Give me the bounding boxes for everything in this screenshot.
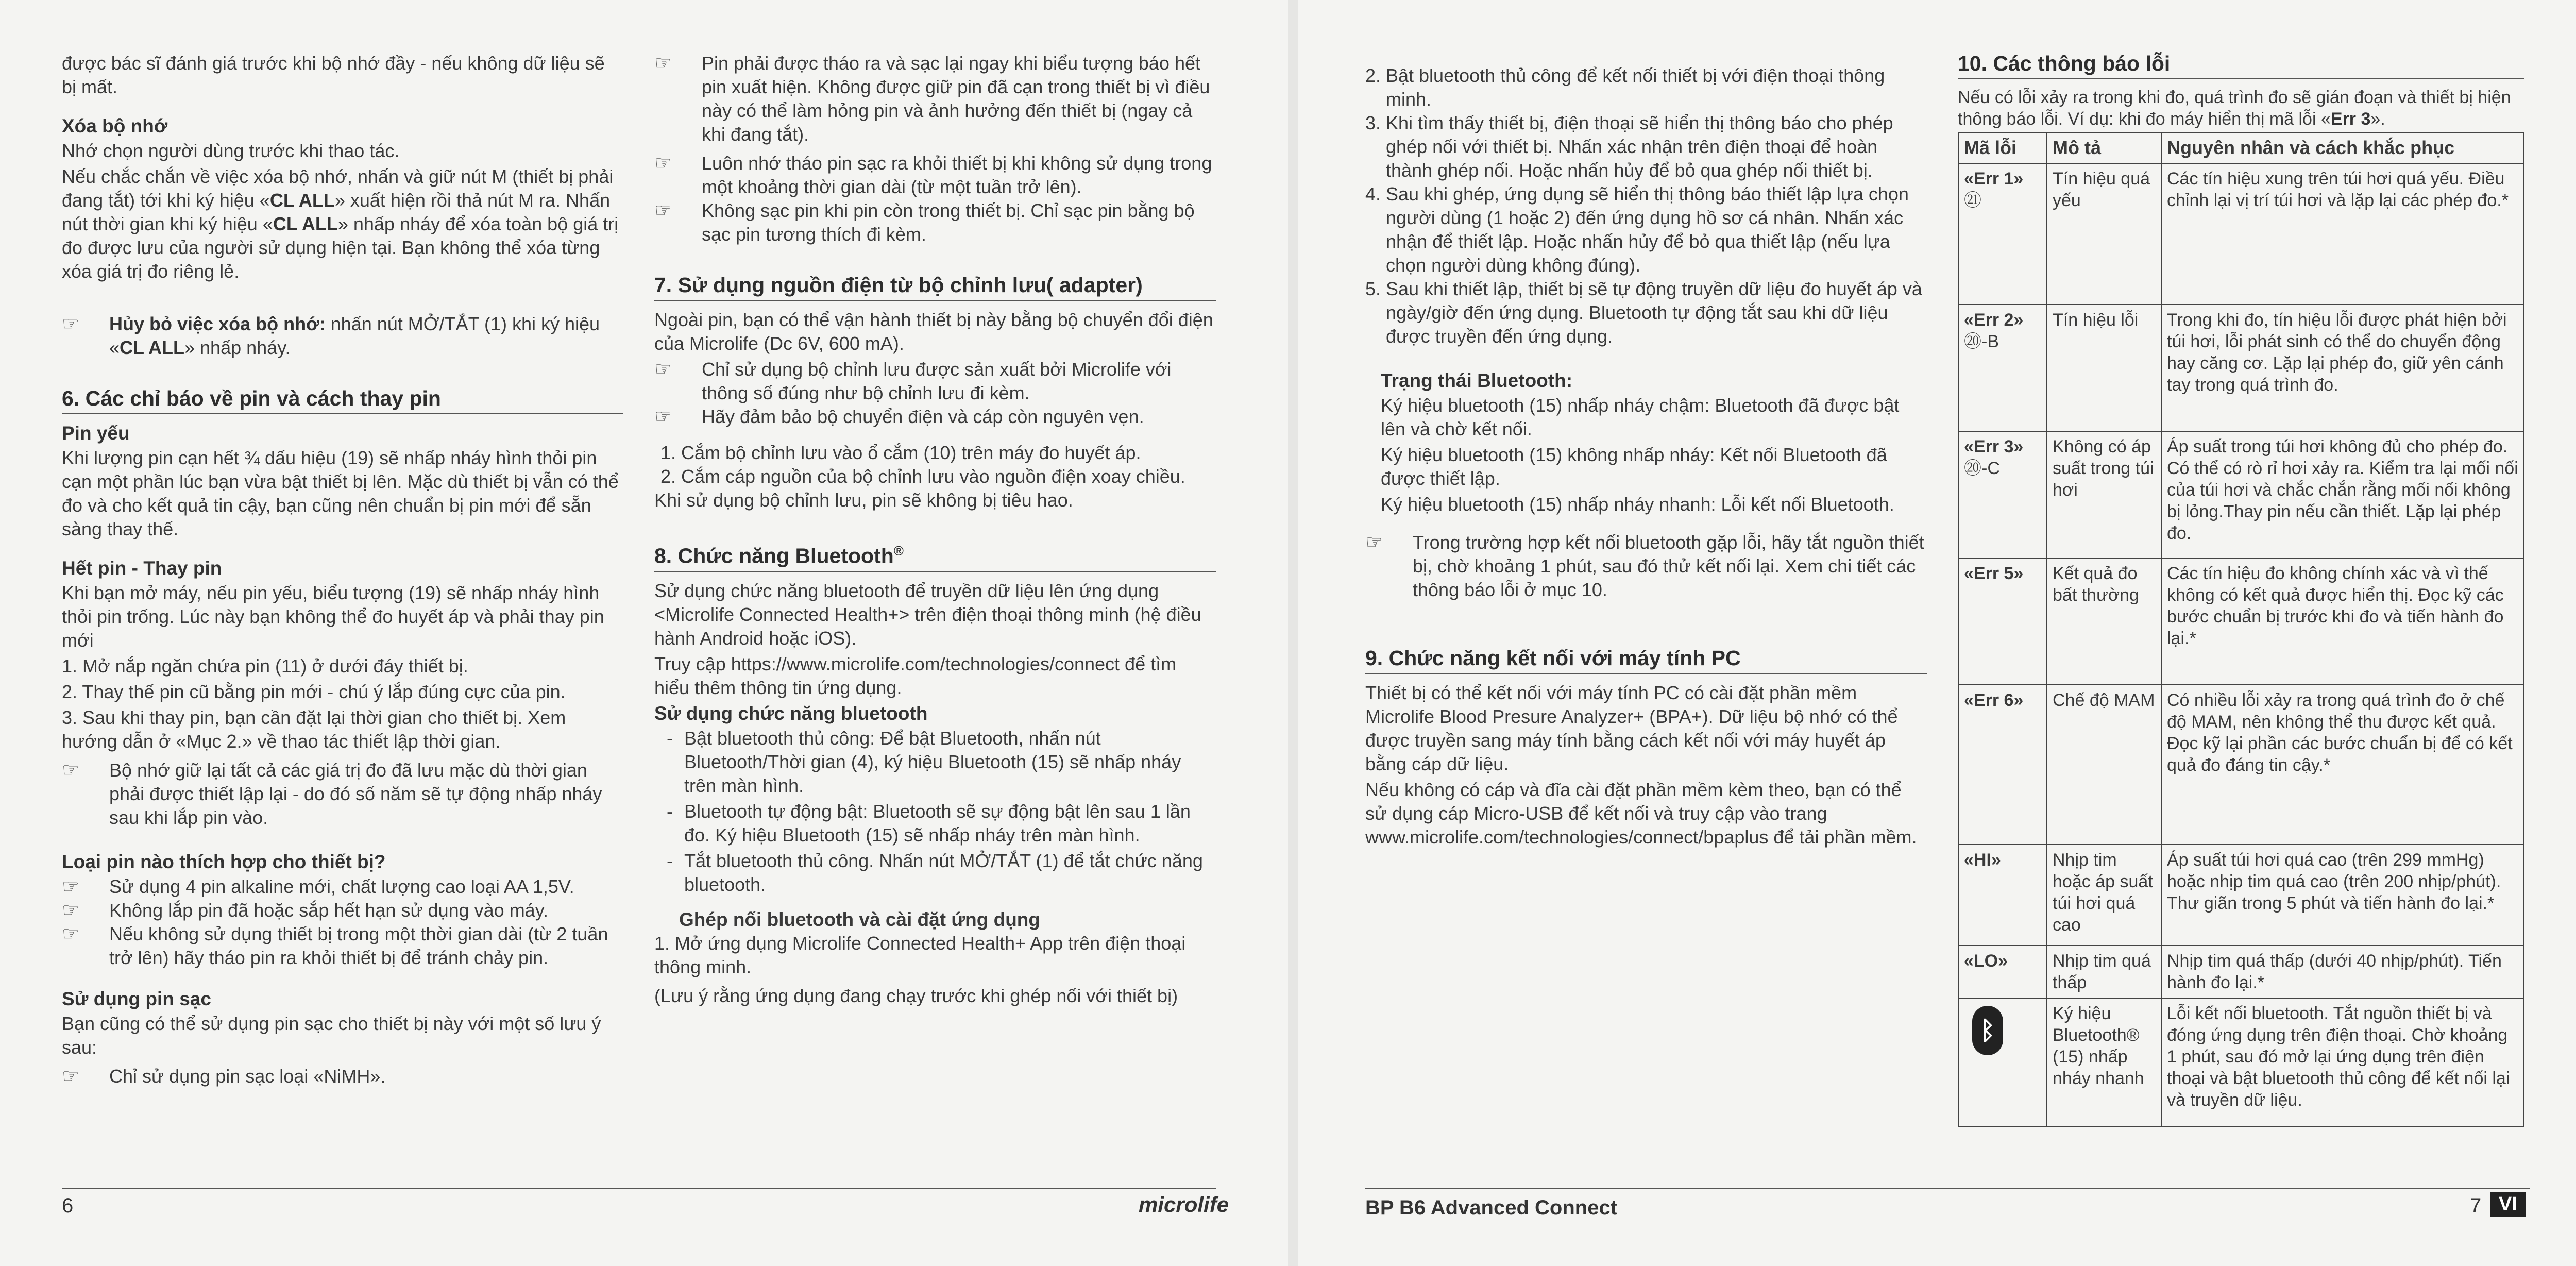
bluetooth-icon: ᛒ [1972,1006,2003,1055]
s8-pair-note: (Lưu ý rằng ứng dụng đang chạy trước khi ghép nối với thiết bị) [654,985,1178,1006]
pin-yeu-text: Khi lượng pin cạn hết ¾ dấu hiệu (19) sẽ nhấp nháy hình thỏi pin cạn một phần lúc bạn vừa bật thiết bị lên. Mặc dù thiết bị vẫn có thể đo và cho kết quả tin cậy, bạn cũng nên chuẩn bị pin mới để sẵn sàng thay thế. [62,447,619,539]
header-code: Mã lỗi [1958,132,2047,163]
pair-step-4: 4. Sau khi ghép, ứng dụng sẽ hiển thị thông báo thiết lập lựa chọn người dùng (1 hoặc 2) đến ứng dụng hồ sơ cá nhân. Nhấn xác nhận để thiết lập. Hoặc nhấn hủy để bỏ qua thiết lập (nếu lựa chọn người dùng không đúng). [1365,183,1909,276]
pair-step-2: 2. Bật bluetooth thủ công để kết nối thiết bị với điện thoại thông minh. [1365,65,1885,110]
left-column-2 [654,52,1216,1010]
table-row: «LO» Nhịp tim quá thấp Nhịp tim quá thấp (dưới 40 nhịp/phút). Tiến hành đo lại.* [1958,946,2524,998]
pointing-hand-icon: ☞ [654,359,672,380]
s8-dash-3: - Tắt bluetooth thủ công. Nhấn nút MỞ/TẮT (1) để tắt chức năng bluetooth. [667,850,1203,895]
pin-yeu-title: Pin yếu [62,423,130,444]
book-gutter [1288,0,1298,1266]
table-row: «Err 1» ㉑ Tín hiệu quá yếu Các tín hiệu xung trên túi hơi quá yếu. Điều chỉnh lại vị trí túi hơi và lặp lại các phép đo.* [1958,163,2524,305]
model-name: BP B6 Advanced Connect [1365,1196,1618,1219]
s8-text-2: Truy cập https://www.microlife.com/technologies/connect để tìm hiểu thêm thông tin ứng dụng. [654,653,1177,698]
pointing-hand-icon: ☞ [62,313,80,335]
right-column-2 [1958,52,2524,1127]
table-row: «Err 6» Chế độ MAM Có nhiều lỗi xảy ra trong quá trình đo ở chế độ MAM, nên không thể thu được kết quả. Đọc kỹ lại phần các bước chuẩn bị để có kết quả đo đáng tin cậy.* [1958,685,2524,845]
xoa-p1: Nhớ chọn người dùng trước khi thao tác. [62,140,400,161]
s8-pair-step-1: 1. Mở ứng dụng Microlife Connected Health+ App trên điện thoại thông minh. [654,932,1186,977]
het-pin-title: Hết pin - Thay pin [62,558,222,579]
language-badge: VI [2490,1192,2526,1217]
pair-step-5: 5. Sau khi thiết lập, thiết bị sẽ tự động truyền dữ liệu đo huyết áp và ngày/giờ đến ứng dụng. Bluetooth tự động tắt sau khi dữ liệu được truyền đến ứng dụng. [1365,278,1922,347]
s8-sub-title: Sử dụng chức năng bluetooth [654,702,928,724]
right-footer-line [1365,1188,2530,1189]
s8-text-1: Sử dụng chức năng bluetooth để truyền dữ liệu lên ứng dụng <Microlife Connected Health+> trên điện thoại thông minh (hệ điều hành Android hoặc iOS). [654,580,1201,649]
loai-pin-title: Loại pin nào thích hợp cho thiết bị? [62,851,386,872]
note-s7-2: ☞ Hãy đảm bảo bộ chuyển điện và cáp còn nguyên vẹn. [654,406,1144,428]
header-desc: Mô tả [2047,132,2161,163]
table-row: «Err 2» ⑳-B Tín hiệu lỗi Trong khi đo, tín hiệu lỗi được phát hiện bởi túi hơi, lỗi phát sinh có thể do chuyển động hay căng cơ. Lặp lại phép đo, giữ yên cánh tay trong quá trình đo. [1958,305,2524,431]
pin-sac-text: Bạn cũng có thể sử dụng pin sạc cho thiết bị này với một số lưu ý sau: [62,1013,601,1058]
xoa-p2: Nếu chắc chắn về việc xóa bộ nhớ, nhấn và giữ nút M (thiết bị phải đang tắt) tới khi ký hiệu «CL ALL» xuất hiện rồi thả nút M ra. Nhấn nút thời gian khi ký hiệu «CL ALL» nhấp nháy để xóa toàn bộ giá trị đo được lưu của người sử dụng hiện tại. Bạn không thể xóa từng xóa giá trị đo riêng lẻ. [62,166,619,282]
error-table-header [1958,132,2524,163]
note-bo-nho: ☞ Bộ nhớ giữ lại tất cả các giá trị đo đã lưu mặc dù thời gian phải được thiết lập lại - do đó số năm sẽ tự động nhấp nháy sau khi lắp pin vào. [62,758,623,830]
het-pin-text: Khi bạn mở máy, nếu pin yếu, biểu tượng (19) sẽ nhấp nháy hình thỏi pin trống. Lúc này bạn không thể đo huyết áp và phải thay pin mới [62,582,604,651]
xoa-bo-nho-title: Xóa bộ nhớ [62,115,168,137]
header-fix: Nguyên nhân và cách khắc phục [2161,132,2524,163]
section-9-heading: 9. Chức năng kết nối với máy tính PC [1365,646,1927,674]
right-page-number: 7 [2470,1194,2482,1217]
section-7-heading: 7. Sử dụng nguồn điện từ bộ chỉnh lưu( adapter) [654,273,1216,301]
bt-state-2: Ký hiệu bluetooth (15) không nhấp nháy: Kết nối Bluetooth đã được thiết lập. [1381,444,1887,489]
pair-step-3: 3. Khi tìm thấy thiết bị, điện thoại sẽ hiển thị thông báo cho phép ghép nối với thiết bị. Nhấn xác nhận trên điện thoại để hoàn thành ghép nối. Hoặc nhấn hủy để bỏ qua ghép nối thiết bị. [1365,112,1893,181]
note-loai-pin-1: ☞ Sử dụng 4 pin alkaline mới, chất lượng cao loại AA 1,5V. [62,876,574,898]
left-footer-line [62,1188,1216,1189]
note-loai-pin-3: ☞ Nếu không sử dụng thiết bị trong một thời gian dài (từ 2 tuần trở lên) hãy tháo pin ra khỏi thiết bị để tránh chảy pin. [62,922,623,970]
table-row: ᛒ Ký hiệu Bluetooth® (15) nhấp nháy nhanh Lỗi kết nối bluetooth. Tắt nguồn thiết bị và đóng ứng dụng trên điện thoại. Chờ khoảng 1 phút, sau đó mở lại ứng dụng trên điện thoại và bật bluetooth thủ công để kết nối lại và truyền dữ liệu. [1958,998,2524,1127]
pointing-hand-icon: ☞ [62,900,80,921]
note-huy-xoa: ☞ Hủy bỏ việc xóa bộ nhớ: nhấn nút MỞ/TẮT (1) khi ký hiệu «CL ALL» nhấp nháy. [62,312,623,360]
s9-text-1: Thiết bị có thể kết nối với máy tính PC có cài đặt phần mềm Microlife Blood Presure Analyzer+ (BPA+). Dữ liệu bộ nhớ có thể được truyền sang máy tính bằng cách kết nối với máy huyết áp bằng cáp dữ liệu. [1365,682,1898,774]
pin-sac-title: Sử dụng pin sạc [62,988,211,1009]
bt-state-3: Ký hiệu bluetooth (15) nhấp nháy nhanh: Lỗi kết nối Bluetooth. [1381,494,1894,515]
het-pin-step-1: 1. Mở nắp ngăn chứa pin (11) ở dưới đáy thiết bị. [62,655,468,677]
s9-text-2: Nếu không có cáp và đĩa cài đặt phần mềm kèm theo, bạn có thể sử dụng cáp Micro-USB để kết nối và truy cập vào trang www.microlife.com/technologies/connect/bpaplus để tải phần mềm. [1365,779,1917,848]
right-column-1 [1365,64,1927,851]
note-pin-sac-2: ☞ Pin phải được tháo ra và sạc lại ngay khi biểu tượng báo hết pin xuất hiện. Không được giữ pin đã cạn trong thiết bị vì điều này có thể làm hỏng pin và ảnh hưởng đến thiết bị (ngay cả khi đang tắt). [654,52,1216,146]
s7-step-2: 2. Cắm cáp nguồn của bộ chỉnh lưu vào nguồn điện xoay chiều. [660,466,1185,487]
pointing-hand-icon: ☞ [654,200,672,222]
left-column-1 [62,52,623,1093]
error-table [1958,132,2524,1127]
table-row: «Err 5» Kết quả đo bất thường Các tín hiệu đo không chính xác và vì thế không có kết quả được hiển thị. Đọc kỹ các bước chuẩn bị trước khi đo và tiến hành đo lại.* [1958,558,2524,685]
pointing-hand-icon: ☞ [62,759,80,781]
s7-step-1: 1. Cắm bộ chỉnh lưu vào ổ cắm (10) trên máy đo huyết áp. [660,442,1141,463]
pointing-hand-icon: ☞ [62,1066,80,1087]
s8-sub-title-2: Ghép nối bluetooth và cài đặt ứng dụng [679,908,1040,930]
pointing-hand-icon: ☞ [654,406,672,428]
note-s7-1: ☞ Chỉ sử dụng bộ chỉnh lưu được sản xuất bởi Microlife với thông số đúng như bộ chỉnh lưu đi kèm. [654,358,1216,405]
s7-text: Ngoài pin, bạn có thể vận hành thiết bị này bằng bộ chuyển đổi điện của Microlife (Dc 6V, 600 mA). [654,309,1213,354]
pointing-hand-icon: ☞ [654,153,672,174]
brand-logo: microlife [1139,1192,1229,1217]
section-10-heading: 10. Các thông báo lỗi [1958,52,2524,79]
het-pin-step-2: 2. Thay thế pin cũ bằng pin mới - chú ý lắp đúng cực của pin. [62,681,566,702]
s10-intro: Nếu có lỗi xảy ra trong khi đo, quá trình đo sẽ gián đoạn và thiết bị hiện thông báo lỗi. Ví dụ: khi đo máy hiển thị mã lỗi «Err 3». [1958,88,2511,129]
note-pin-sac-3: ☞ Luôn nhớ tháo pin sạc ra khỏi thiết bị khi không sử dụng trong một khoảng thời gian dài (từ một tuần trở lên). [654,151,1216,199]
pointing-hand-icon: ☞ [62,876,80,898]
note-loai-pin-2: ☞ Không lắp pin đã hoặc sắp hết hạn sử dụng vào máy. [62,900,549,921]
note-pin-sac-1: ☞ Chỉ sử dụng pin sạc loại «NiMH». [62,1066,386,1087]
s8-dash-2: - Bluetooth tự động bật: Bluetooth sẽ sự động bật lên sau 1 lần đo. Ký hiệu Bluetooth (15) sẽ nhấp nháy trên màn hình. [667,800,1191,846]
bt-state-1: Ký hiệu bluetooth (15) nhấp nháy chậm: Bluetooth đã được bật lên và chờ kết nối. [1381,395,1900,440]
right-page [1298,0,2576,1266]
het-pin-step-3: 3. Sau khi thay pin, bạn cần đặt lại thời gian cho thiết bị. Xem hướng dẫn ở «Mục 2.» về thao tác thiết lập thời gian. [62,707,566,752]
note-pin-sac-4: ☞ Không sạc pin khi pin còn trong thiết bị. Chỉ sạc pin bằng bộ sạc pin tương thích đi kèm. [654,199,1216,246]
intro-text: được bác sĩ đánh giá trước khi bộ nhớ đầy - nếu không dữ liệu sẽ bị mất. [62,53,605,97]
s8-dash-1: - Bật bluetooth thủ công: Để bật Bluetooth, nhấn nút Bluetooth/Thời gian (4), ký hiệu Bluetooth (15) sẽ nhấp nháy trên màn hình. [667,727,1181,796]
left-page-number: 6 [62,1194,74,1217]
pointing-hand-icon: ☞ [62,923,80,945]
note-bt-error: ☞ Trong trường hợp kết nối bluetooth gặp lỗi, hãy tắt nguồn thiết bị, chờ khoảng 1 phút, sau đó thử kết nối lại. Xem chi tiết các thông báo lỗi ở mục 10. [1365,531,1927,602]
section-6-heading: 6. Các chỉ báo về pin và cách thay pin [62,386,623,414]
bt-state-title: Trạng thái Bluetooth: [1381,370,1573,391]
section-8-heading: 8. Chức năng Bluetooth® [654,539,1216,572]
table-row: «Err 3» ⑳-C Không có áp suất trong túi hơi Áp suất trong túi hơi không đủ cho phép đo. Có thể có rò rỉ hơi xảy ra. Kiểm tra lại mối nối của túi hơi và chắc chắn rằng mối nối không bị lỏng.Thay pin nếu cần thiết. Lặp lại phép đo. [1958,431,2524,558]
table-row: «HI» Nhịp tim hoặc áp suất túi hơi quá cao Áp suất túi hơi quá cao (trên 299 mmHg) hoặc nhịp tim quá cao (trên 200 nhịp/phút). Thư giãn trong 5 phút và tiến hành đo lại.* [1958,845,2524,946]
pointing-hand-icon: ☞ [1365,532,1383,553]
pointing-hand-icon: ☞ [654,53,672,74]
s7-end: Khi sử dụng bộ chỉnh lưu, pin sẽ không bị tiêu hao. [654,489,1073,511]
